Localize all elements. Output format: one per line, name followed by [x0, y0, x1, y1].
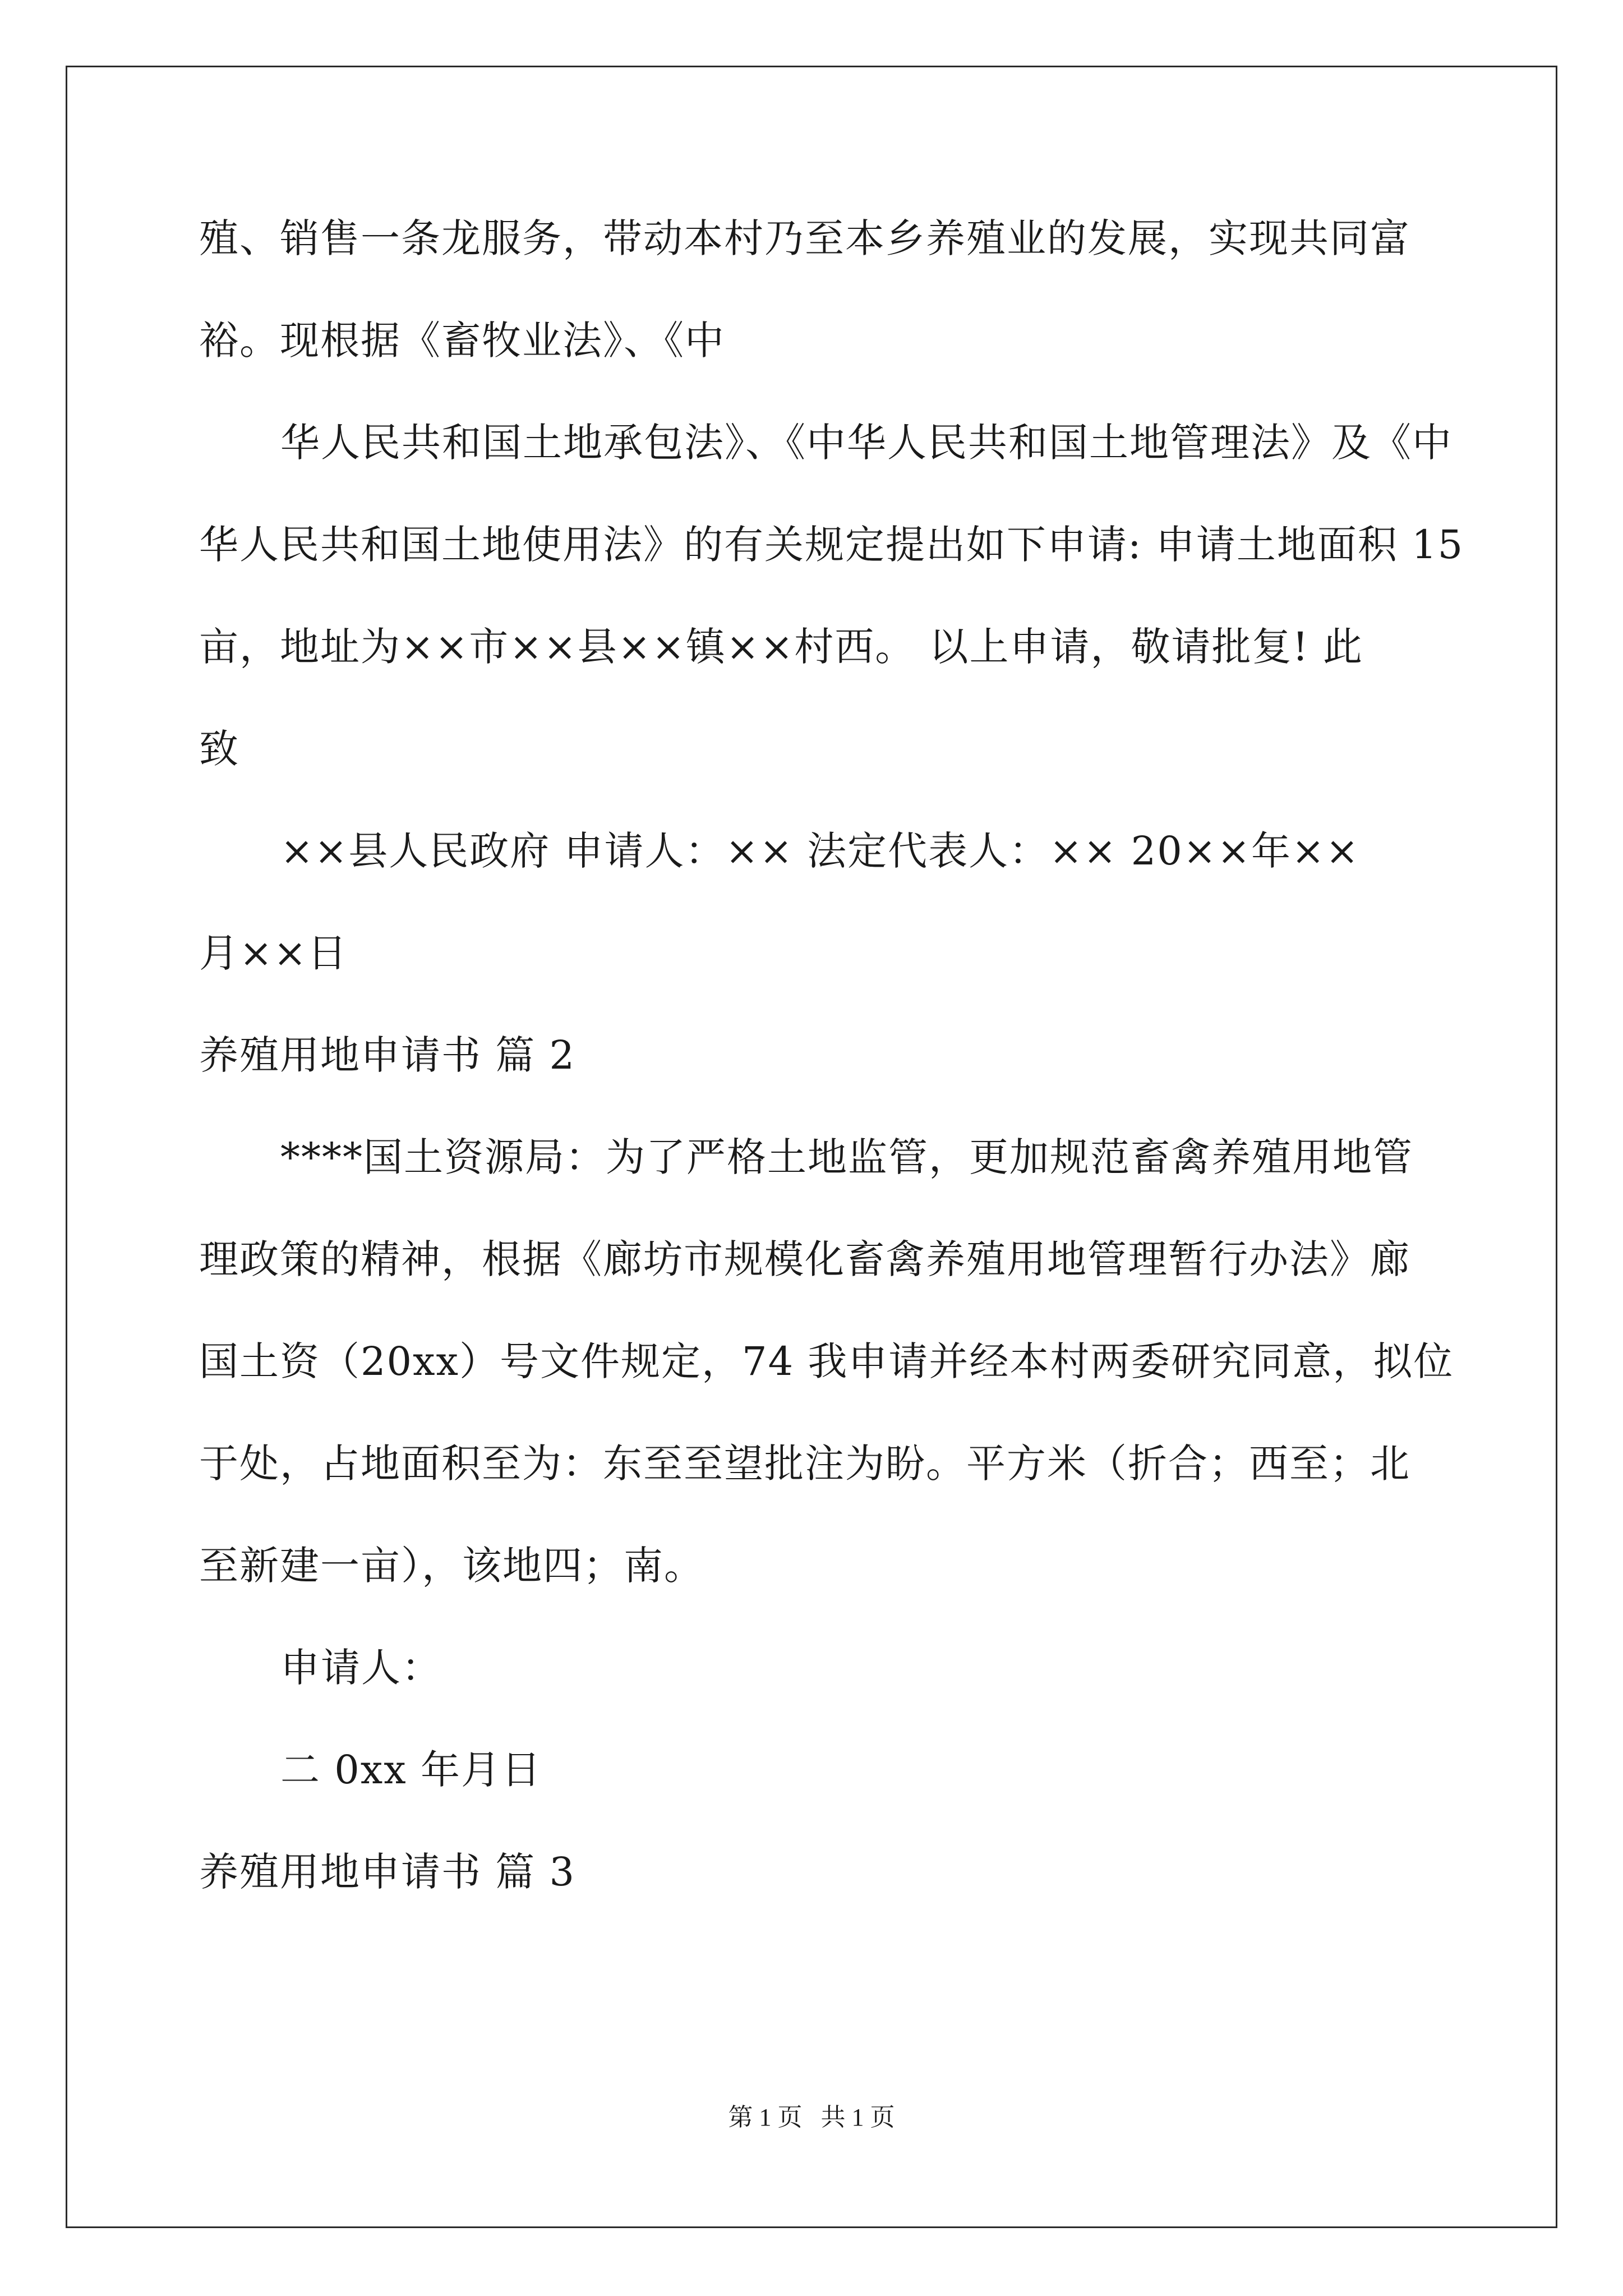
- text-line: 国土资（20xx）号文件规定，74 我申请并经本村两委研究同意，拟位: [199, 1338, 1454, 1384]
- text-line: 殖、销售一条龙服务，带动本村乃至本乡养殖业的发展，实现共同富: [199, 215, 1410, 261]
- text-line: 于处，占地面积至为：东至至望批注为盼。平方米（折合；西至；北: [199, 1441, 1410, 1487]
- text-line: 二 0xx 年月日: [280, 1747, 542, 1793]
- text-line: 致: [199, 726, 239, 772]
- document-body: [199, 215, 1464, 1895]
- page-number: 第 1 页 共 1 页: [728, 2104, 895, 2131]
- section-heading: 养殖用地申请书 篇 2: [199, 1032, 576, 1078]
- text-line: 华人民共和国土地使用法》的有关规定提出如下申请: 申请土地面积 15: [199, 522, 1464, 568]
- text-line: 华人民共和国土地承包法》、《中华人民共和国土地管理法》及《中: [280, 420, 1453, 466]
- text-line: 至新建一亩），该地四；南。: [199, 1543, 704, 1589]
- text-line: 亩，地址为××市××县××镇××村西。 以上申请，敬请批复! 此: [199, 624, 1363, 670]
- text-line: 月××日: [199, 930, 348, 976]
- text-line: 理政策的精神，根据《廊坊市规模化畜禽养殖用地管理暂行办法》廊: [199, 1236, 1410, 1282]
- text-line: 申请人：: [280, 1645, 442, 1691]
- text-line: ****国土资源局：为了严格土地监管，更加规范畜禽养殖用地管: [280, 1134, 1413, 1180]
- text-line: ××县人民政府 申请人：×× 法定代表人：×× 20××年××: [280, 828, 1360, 874]
- text-line: 裕。现根据《畜牧业法》、《中: [199, 318, 725, 364]
- section-heading: 养殖用地申请书 篇 3: [199, 1849, 576, 1895]
